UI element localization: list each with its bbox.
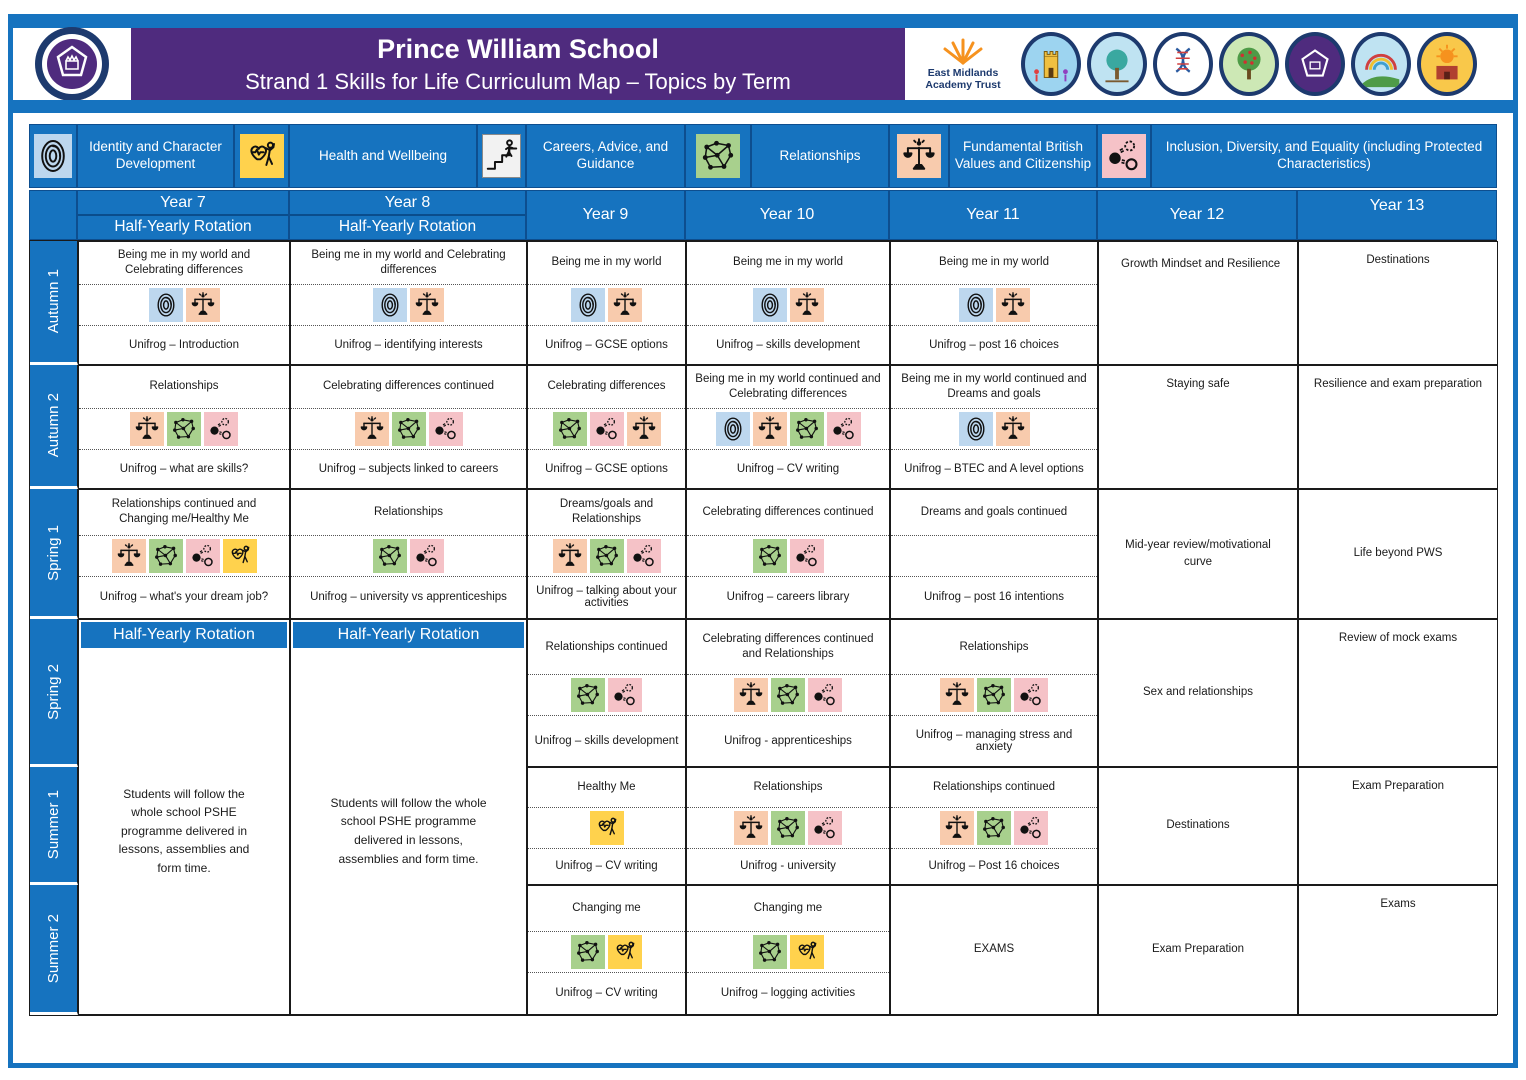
topic-text: Growth Mindset and Resilience: [1121, 258, 1281, 270]
academy-badges: [1021, 32, 1477, 96]
legend-icon-cell-relationships: [685, 124, 751, 188]
category-icons: [291, 284, 526, 326]
identity-icon: [959, 412, 993, 446]
unifrog-activity: Unifrog – careers library: [726, 591, 850, 604]
inclusion-icon: [186, 539, 220, 573]
identity-icon: [959, 288, 993, 322]
topic-text: Review of mock exams: [1338, 632, 1458, 644]
plain-topic-cell: [1098, 767, 1298, 885]
rotation-note: Students will follow the whole school PSHE programme delivered in lessons, assemblies and form time.: [118, 786, 250, 875]
relationships-icon: [392, 412, 426, 446]
plain-topic-cell: [1098, 365, 1298, 489]
category-icons: [891, 408, 1097, 450]
topic-cell: [290, 365, 527, 489]
sun-icon: [931, 37, 995, 67]
category-icons: [528, 535, 685, 577]
unifrog-activity: Unifrog – Post 16 choices: [928, 860, 1060, 873]
year-header-year-7: [77, 190, 289, 240]
year-header-year-13: [1297, 190, 1497, 240]
plain-topic-cell: [890, 885, 1098, 1015]
topic-cell: [290, 489, 527, 619]
year-header-year-11: [889, 190, 1097, 240]
identity-icon: [571, 288, 605, 322]
topic-text: Being me in my world: [551, 256, 662, 269]
relationships-icon: [590, 539, 624, 573]
topic-text: Being me in my world: [733, 256, 843, 269]
category-icons: [687, 284, 889, 326]
header-band: [13, 28, 1513, 100]
topic-text: Relationships continued: [932, 780, 1056, 793]
topic-cell: [78, 365, 290, 489]
topic-cell: [78, 489, 290, 619]
unifrog-activity: Unifrog – CV writing: [736, 462, 840, 475]
unifrog-activity: Unifrog – CV writing: [555, 987, 658, 1000]
category-icons: [79, 408, 289, 450]
topic-cell: [686, 885, 890, 1015]
rotation-header: Half-Yearly Rotation: [293, 622, 524, 648]
plain-topic-cell: [1298, 489, 1498, 619]
category-icons: [891, 807, 1097, 849]
inclusion-icon: [808, 811, 842, 845]
topic-cell: [890, 489, 1098, 619]
year-header-row: [29, 190, 1497, 240]
topic-text: Exam Preparation: [1351, 780, 1445, 792]
shepherdswell-icon: [1355, 40, 1407, 88]
year-label: Year 10: [759, 206, 815, 223]
values-icon: [355, 412, 389, 446]
half-yearly-rotation-cell: [78, 619, 290, 1015]
half-yearly-rotation-cell: [290, 619, 527, 1015]
topic-text: Destinations: [1166, 819, 1230, 832]
relationships-icon: [790, 412, 824, 446]
legend-label-identity: Identity and Character Development: [77, 124, 234, 188]
inclusion-icon: [827, 412, 861, 446]
topic-text: Dreams/goals and Relationships: [559, 498, 654, 526]
unifrog-activity: Unifrog – post 16 intentions: [923, 591, 1064, 604]
topic-text: Sex and relationships: [1143, 686, 1253, 699]
relationships-icon: [149, 539, 183, 573]
unifrog-activity: Unifrog - apprenticeships: [724, 735, 852, 748]
year-header-year-12: [1097, 190, 1297, 240]
academy-badge-castle: [1021, 32, 1081, 96]
school-logo-box: [13, 28, 131, 100]
year-header-spacer: [29, 190, 77, 240]
topic-cell: [890, 241, 1098, 365]
legend-row: [29, 124, 1497, 188]
header-bottom-bar: [8, 100, 1518, 113]
category-icons: [528, 674, 685, 716]
topic-text: Dreams and goals continued: [920, 505, 1068, 518]
title-area: [131, 28, 905, 100]
unifrog-activity: Unifrog – subjects linked to careers: [318, 462, 499, 475]
relationships-icon: [696, 134, 740, 178]
topic-cell: [290, 241, 527, 365]
topic-text: Being me in my world: [939, 256, 1049, 269]
topic-text: Relationships continued and Changing me/Healthy Me: [111, 498, 257, 526]
topic-text: Healthy Me: [577, 780, 636, 793]
topic-cell: [686, 619, 890, 767]
topic-text: Celebrating differences continued and Relationships: [702, 633, 874, 661]
plain-topic-cell: [1098, 619, 1298, 767]
identity-icon: [34, 134, 72, 178]
values-icon: [897, 134, 941, 178]
plain-topic-cell: [1098, 241, 1298, 365]
topic-text: Being me in my world continued and Dreams and goals: [901, 372, 1087, 400]
category-icons: [528, 408, 685, 450]
values-icon: [608, 288, 642, 322]
year-label: Year 7: [160, 194, 206, 211]
topic-text: Mid-year review/motivational curve: [1125, 538, 1271, 568]
unifrog-activity: Unifrog – talking about your activities: [536, 585, 677, 610]
inclusion-icon: [608, 678, 642, 712]
topic-cell: [686, 241, 890, 365]
pws-icon: [1289, 40, 1341, 88]
category-icons: [79, 284, 289, 326]
castle-icon: [1025, 40, 1077, 88]
topic-cell: [78, 241, 290, 365]
orchard-icon: [1223, 40, 1275, 88]
category-icons: [528, 931, 685, 973]
year-header-year-10: [685, 190, 889, 240]
relationships-icon: [977, 678, 1011, 712]
topic-text: Changing me: [753, 901, 823, 914]
curriculum-table: [29, 124, 1497, 1016]
topic-cell: [527, 489, 686, 619]
relationships-icon: [753, 935, 787, 969]
legend-label-careers: Careers, Advice, and Guidance: [526, 124, 685, 188]
topic-cell: [527, 619, 686, 767]
category-icons: [79, 535, 289, 577]
unifrog-activity: Unifrog – skills development: [534, 735, 679, 748]
relationships-icon: [553, 412, 587, 446]
year-header-year-9: [526, 190, 685, 240]
topic-text: Relationships: [149, 380, 219, 393]
legend-label-inclusion: Inclusion, Diversity, and Equality (including Protected Characteristics): [1151, 124, 1497, 188]
unifrog-activity: Unifrog - university: [740, 860, 836, 873]
category-icons: [528, 284, 685, 326]
unifrog-activity: Unifrog – managing stress and anxiety: [915, 729, 1073, 754]
topic-text: Relationships: [753, 780, 823, 793]
legend-icon-cell-health: [234, 124, 289, 188]
topic-text: Exams: [1380, 898, 1416, 910]
unifrog-activity: Unifrog – GCSE options: [545, 462, 668, 475]
inclusion-icon: [410, 539, 444, 573]
topic-cell: [890, 365, 1098, 489]
academy-badge-pws: [1285, 32, 1345, 96]
relationships-icon: [373, 539, 407, 573]
identity-icon: [373, 288, 407, 322]
rotation-note: Students will follow the whole school PSHE programme delivered in lessons, assemblies and form time.: [330, 795, 487, 866]
term-label-autumn-2: Autumn 2: [30, 365, 78, 489]
inclusion-icon: [429, 412, 463, 446]
topic-text: Relationships: [373, 505, 444, 518]
topic-text: Relationships: [959, 640, 1029, 653]
topic-text: Relationships continued: [545, 640, 668, 653]
values-icon: [410, 288, 444, 322]
values-icon: [130, 412, 164, 446]
topic-cell: [527, 885, 686, 1015]
year-label: Year 8: [384, 194, 431, 211]
unifrog-activity: Unifrog – BTEC and A level options: [904, 462, 1084, 475]
topic-cell: [527, 767, 686, 885]
legend-label-health: Health and Wellbeing: [289, 124, 477, 188]
topic-text: Exam Preparation: [1151, 943, 1245, 956]
values-icon: [940, 678, 974, 712]
topic-text: Life beyond PWS: [1353, 547, 1443, 560]
inclusion-icon: [627, 539, 661, 573]
plain-topic-cell: [1298, 885, 1498, 1015]
category-icons: [291, 408, 526, 450]
plain-topic-cell: [1298, 241, 1498, 365]
identity-icon: [149, 288, 183, 322]
values-icon: [553, 539, 587, 573]
hardingstone-icon: [1091, 40, 1143, 88]
health-icon: [608, 935, 642, 969]
topic-cell: [527, 241, 686, 365]
values-icon: [996, 288, 1030, 322]
term-label-autumn-1: Autumn 1: [30, 241, 78, 365]
academy-badge-orchard: [1219, 32, 1279, 96]
values-icon: [186, 288, 220, 322]
plain-topic-cell: [1298, 365, 1498, 489]
legend-icon-cell-values: [889, 124, 949, 188]
stimpson-icon: [1421, 40, 1473, 88]
relationships-icon: [753, 539, 787, 573]
plain-topic-cell: [1098, 885, 1298, 1015]
legend-label-values: Fundamental British Values and Citizenship: [949, 124, 1097, 188]
unifrog-activity: Unifrog – what's your dream job?: [99, 591, 269, 604]
rotation-header: Half-Yearly Rotation: [81, 622, 287, 648]
trust-logos-box: [905, 28, 1513, 100]
academy-badge-stimpson: [1417, 32, 1477, 96]
category-icons: [687, 408, 889, 450]
topic-text: Being me in my world and Celebrating differences: [117, 248, 251, 276]
values-icon: [734, 678, 768, 712]
page-title: Prince William School: [377, 33, 659, 64]
academy-badge-northampton: [1153, 32, 1213, 96]
category-icons: [687, 535, 889, 577]
identity-icon: [716, 412, 750, 446]
unifrog-activity: Unifrog – post 16 choices: [929, 338, 1059, 351]
category-icons: [291, 535, 526, 577]
inclusion-icon: [790, 539, 824, 573]
year-label: Year 9: [582, 206, 629, 223]
relationships-icon: [771, 811, 805, 845]
year-label: Year 13: [1369, 197, 1425, 214]
health-icon: [590, 811, 624, 845]
term-label-spring-1: Spring 1: [30, 489, 78, 619]
unifrog-activity: Unifrog – GCSE options: [545, 338, 668, 351]
unifrog-activity: Unifrog – CV writing: [555, 860, 658, 873]
term-label-summer-2: Summer 2: [30, 885, 78, 1015]
topic-cell: [890, 767, 1098, 885]
topic-text: Staying safe: [1166, 378, 1230, 390]
unifrog-activity: Unifrog – skills development: [716, 338, 860, 351]
trust-name: East Midlands Academy Trust: [925, 66, 1001, 91]
top-blue-bar: [8, 14, 1518, 28]
unifrog-activity: Unifrog – university vs apprenticeships: [310, 591, 507, 604]
year-label: Year 12: [1169, 206, 1225, 223]
school-crest-icon: [33, 25, 111, 103]
unifrog-activity: Unifrog – logging activities: [720, 987, 856, 1000]
inclusion-icon: [590, 412, 624, 446]
relationships-icon: [977, 811, 1011, 845]
category-icons: [687, 931, 889, 973]
inclusion-icon: [808, 678, 842, 712]
values-icon: [790, 288, 824, 322]
plain-topic-cell: [1098, 489, 1298, 619]
inclusion-icon: [1102, 134, 1146, 178]
values-icon: [996, 412, 1030, 446]
topic-text: Celebrating differences: [547, 380, 666, 393]
rotation-label: Half-Yearly Rotation: [78, 214, 288, 238]
relationships-icon: [571, 678, 605, 712]
rotation-label: Half-Yearly Rotation: [290, 214, 525, 238]
legend-icon-cell-careers: [477, 124, 526, 188]
northampton-icon: [1157, 40, 1209, 88]
relationships-icon: [571, 935, 605, 969]
topic-text: Resilience and exam preparation: [1313, 378, 1483, 390]
category-icons: [687, 807, 889, 849]
relationships-icon: [167, 412, 201, 446]
page-subtitle: Strand 1 Skills for Life Curriculum Map – Topics by Term: [245, 68, 791, 94]
values-icon: [112, 539, 146, 573]
topic-cell: [686, 767, 890, 885]
topic-cell: [527, 365, 686, 489]
health-icon: [790, 935, 824, 969]
legend-label-relationships: Relationships: [751, 124, 889, 188]
term-label-spring-2: Spring 2: [30, 619, 78, 767]
unifrog-activity: Unifrog – what are skills?: [119, 462, 249, 475]
table-body: [29, 240, 1497, 1016]
health-icon: [240, 134, 284, 178]
unifrog-activity: Unifrog – Introduction: [129, 338, 239, 351]
inclusion-icon: [204, 412, 238, 446]
identity-icon: [753, 288, 787, 322]
topic-cell: [890, 619, 1098, 767]
category-icons: [891, 284, 1097, 326]
category-icons: [687, 674, 889, 716]
topic-text: Celebrating differences continued: [702, 505, 874, 518]
inclusion-icon: [1014, 678, 1048, 712]
inclusion-icon: [1014, 811, 1048, 845]
legend-icon-cell-inclusion: [1097, 124, 1151, 188]
year-label: Year 11: [966, 206, 1020, 223]
academy-badge-hardingstone: [1087, 32, 1147, 96]
category-icons: [891, 674, 1097, 716]
academy-badge-shepherdswell: [1351, 32, 1411, 96]
values-icon: [627, 412, 661, 446]
unifrog-activity: Unifrog – identifying interests: [334, 338, 483, 351]
topic-cell: [686, 365, 890, 489]
topic-text: EXAMS: [973, 943, 1015, 956]
term-label-summer-1: Summer 1: [30, 767, 78, 885]
year-header-year-8: [289, 190, 526, 240]
health-icon: [223, 539, 257, 573]
topic-text: Being me in my world continued and Celebrating differences: [695, 372, 881, 400]
category-icons: [528, 807, 685, 849]
topic-text: Changing me: [572, 901, 641, 914]
values-icon: [940, 811, 974, 845]
topic-text: Being me in my world and Celebrating differences: [311, 248, 506, 276]
plain-topic-cell: [1298, 767, 1498, 885]
values-icon: [734, 811, 768, 845]
trust-logo: [911, 37, 1015, 91]
topic-cell: [686, 489, 890, 619]
topic-text: Celebrating differences continued: [322, 380, 495, 393]
category-icons: [891, 535, 1097, 577]
relationships-icon: [771, 678, 805, 712]
careers-icon: [482, 134, 521, 178]
plain-topic-cell: [1298, 619, 1498, 767]
topic-text: Destinations: [1366, 254, 1430, 266]
values-icon: [753, 412, 787, 446]
legend-icon-cell-identity: [29, 124, 77, 188]
